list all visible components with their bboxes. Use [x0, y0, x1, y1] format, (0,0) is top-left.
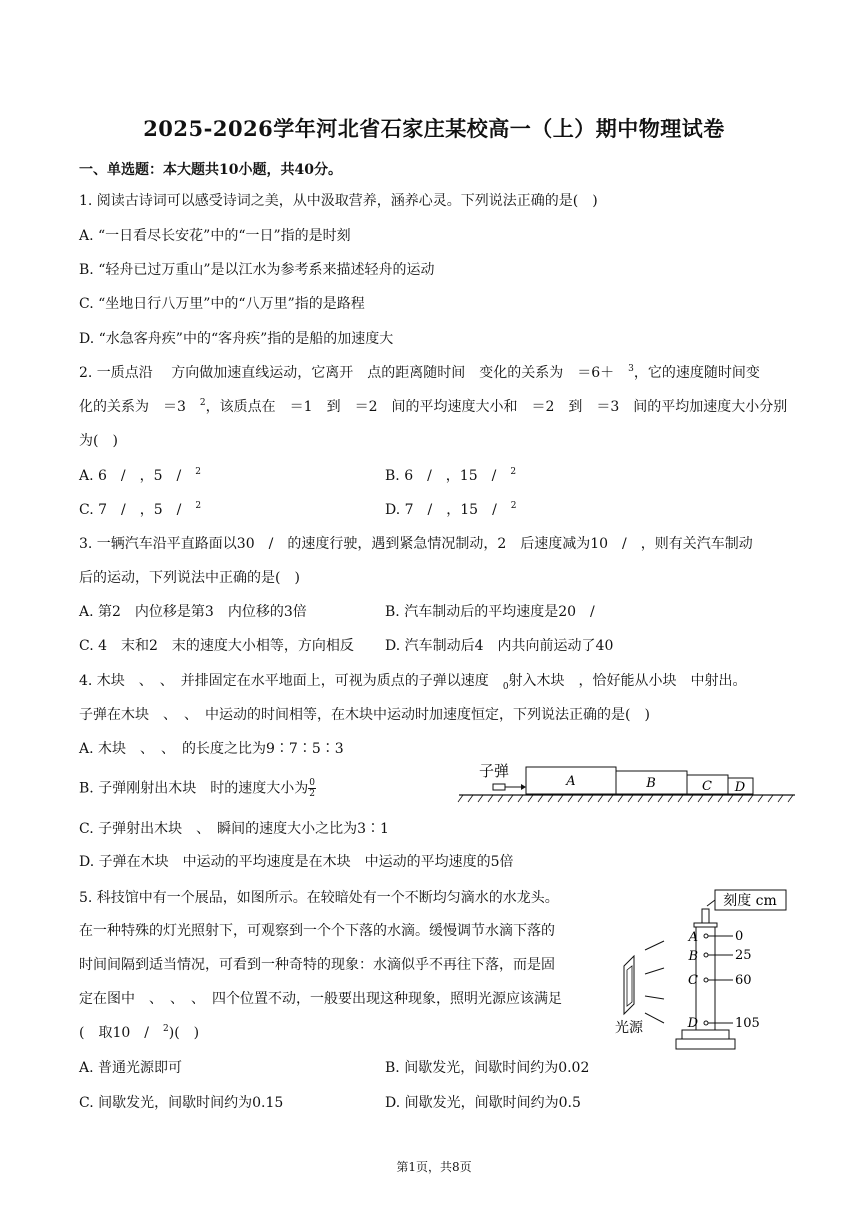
faucet-icon	[702, 909, 709, 923]
q2-stem-line1-tail: ，它的速度随时间变	[633, 365, 760, 381]
q2-stem-line1	[79, 363, 760, 385]
block-a-label: A	[566, 774, 576, 789]
q2-option-d-text: D. 7 / ，15 /	[385, 502, 511, 518]
q4-stem-line1-tail: 射入木块 ，恰好能从小块 中射出。	[508, 673, 747, 689]
scale-pointer	[707, 900, 715, 906]
tube-cap	[694, 923, 717, 927]
q4-stem-line1-text: 4. 木块 、 、 并排固定在水平地面上，可视为质点的子弹以速度	[79, 673, 503, 689]
q1-stem: 1. 阅读古诗词可以感受诗词之美，从中汲取营养，涵养心灵。下列说法正确的是( )	[79, 193, 598, 209]
block-d-label: D	[734, 780, 746, 795]
q4-option-b-text: B. 子弹刚射出木块 时的速度大小为	[79, 780, 309, 797]
q1-option-c: C. “坐地日行八万里”中的“八万里”指的是路程	[79, 296, 365, 312]
q2-option-b-text: B. 6 / ，15 /	[385, 468, 511, 484]
fraction-denominator: 2	[309, 789, 315, 799]
light-source-inner	[627, 966, 632, 1006]
section-heading: 一、单选题：本大题共10小题，共40分。	[79, 162, 342, 178]
q4-option-b-fraction	[308, 778, 316, 799]
q3-option-c: C. 4 末和2 末的速度大小相等，方向相反	[79, 638, 354, 654]
q5-option-d: D. 间歇发光，间歇时间约为0.5	[385, 1095, 581, 1111]
point-c-label: C	[688, 973, 698, 988]
tube-stand	[676, 1039, 735, 1049]
page-title: 2025-2026学年河北省石家庄某校高一（上）期中物理试卷	[143, 116, 725, 141]
q5-stem-line5-text: ( 取10 /	[79, 1025, 163, 1041]
q2-exponent: 3	[628, 364, 634, 374]
droplet-c	[704, 978, 708, 982]
q2-option-b	[385, 466, 516, 488]
q5-stem-line2: 在一种特殊的灯光照射下，可观察到一个个下落的水滴。缓慢调节水滴下落的	[79, 923, 555, 939]
tube-base	[682, 1030, 729, 1039]
q4-option-c: C. 子弹射出木块 、 瞬间的速度大小之比为3∶1	[79, 821, 389, 837]
q5-option-a: A. 普通光源即可	[79, 1060, 183, 1076]
point-b-label: B	[688, 949, 698, 964]
q5-exponent: 2	[163, 1024, 169, 1034]
block-c-label: C	[702, 779, 712, 794]
q2-option-c-text: C. 7 / ，5 /	[79, 502, 196, 518]
light-source-label: 光源	[615, 1020, 643, 1036]
block-b-label: B	[646, 776, 656, 791]
q2-option-d	[385, 500, 517, 522]
q1-option-a: A. “一日看尽长安花”中的“一日”指的是时刻	[79, 228, 351, 244]
q3-option-a: A. 第2 内位移是第3 内位移的3倍	[79, 604, 307, 620]
q2-stem-line3: 为( )	[79, 433, 118, 449]
droplet-b	[704, 953, 708, 957]
q1-option-d: D. “水急客舟疾”中的“客舟疾”指的是船的加速度大	[79, 331, 394, 347]
q4-option-b	[79, 778, 316, 799]
ground-hatching	[458, 795, 793, 802]
q3-stem-line2: 后的运动，下列说法中正确的是( )	[79, 570, 300, 586]
q2-stem-line2-tail: ，该质点在 ＝1 到 ＝2 间的平均速度大小和 ＝2 到 ＝3 间的平均加速度大小分别	[205, 399, 788, 415]
q5-stem-line3: 时间间隔到适当情况，可看到一种奇特的现象：水滴似乎不再往下落，而是固	[79, 957, 555, 973]
q4-stem-line2: 子弹在木块 、 、 中运动的时间相等，在木块中运动时加速度恒定，下列说法正确的是( )	[79, 707, 650, 723]
q4-stem-line1	[79, 671, 747, 693]
light-rays	[645, 941, 664, 1023]
q5-stem-line4: 定在图中 、 、 、 四个位置不动，一般要出现这种现象，照明光源应该满足	[79, 991, 562, 1007]
tick-label-105: 105	[735, 1016, 760, 1031]
bullet-arrowhead	[521, 784, 526, 790]
tick-label-0: 0	[735, 929, 744, 944]
q5-stem-line5-tail: )( )	[168, 1025, 200, 1041]
q2-option-c-sup: 2	[195, 501, 202, 511]
q3-option-b: B. 汽车制动后的平均速度是20 /	[385, 604, 595, 620]
q4-subscript: 0	[502, 682, 509, 692]
q5-stem-line5	[79, 1023, 199, 1045]
droplet-d	[704, 1021, 708, 1025]
point-d-label: D	[687, 1016, 698, 1031]
point-a-label: A	[688, 930, 698, 945]
q2-option-b-sup: 2	[510, 467, 517, 477]
q2-stem-line2-text: 化的关系为 ＝3	[79, 399, 200, 415]
q5-option-b: B. 间歇发光，间歇时间约为0.02	[385, 1060, 590, 1076]
droplet-a	[704, 934, 708, 938]
q2-stem-line2	[79, 397, 787, 419]
q4-option-a: A. 木块 、 、 的长度之比为9∶7∶5∶3	[79, 741, 344, 757]
q2-option-c	[79, 500, 201, 522]
bullet-label: 子弹	[479, 762, 510, 780]
q5-figure	[612, 886, 794, 1056]
q5-stem-line1: 5. 科技馆中有一个展品，如图所示。在较暗处有一个不断均匀滴水的水龙头。	[79, 890, 559, 906]
q4-option-d: D. 子弹在木块 中运动的平均速度是在木块 中运动的平均速度的5倍	[79, 854, 514, 870]
q3-option-d: D. 汽车制动后4 内共向前运动了40	[385, 638, 614, 654]
q2-option-a-text: A. 6 / ，5 /	[79, 468, 196, 484]
bullet-shape	[493, 784, 505, 790]
q2-stem-line1-text: 2. 一质点沿 方向做加速直线运动，它离开 点的距离随时间 变化的关系为 ＝6＋	[79, 365, 629, 381]
tick-label-60: 60	[735, 973, 752, 988]
q3-stem-line1: 3. 一辆汽车沿平直路面以30 / 的速度行驶，遇到紧急情况制动，2 后速度减为10 / ，则有关汽车制动	[79, 536, 753, 552]
q1-option-b: B. “轻舟已过万重山”是以江水为参考系来描述轻舟的运动	[79, 262, 435, 278]
q5-option-c: C. 间歇发光，间歇时间约为0.15	[79, 1095, 284, 1111]
page-footer: 第1页，共8页	[396, 1160, 472, 1174]
scale-label: 刻度 cm	[723, 893, 777, 909]
q4-figure	[455, 757, 800, 805]
q2-option-a-sup: 2	[195, 467, 201, 477]
fraction-numerator: 0	[309, 778, 315, 788]
q2-exponent-2: 2	[199, 398, 206, 408]
tick-label-25: 25	[735, 948, 752, 963]
q2-option-a	[79, 466, 201, 488]
q2-option-d-sup: 2	[510, 501, 517, 511]
